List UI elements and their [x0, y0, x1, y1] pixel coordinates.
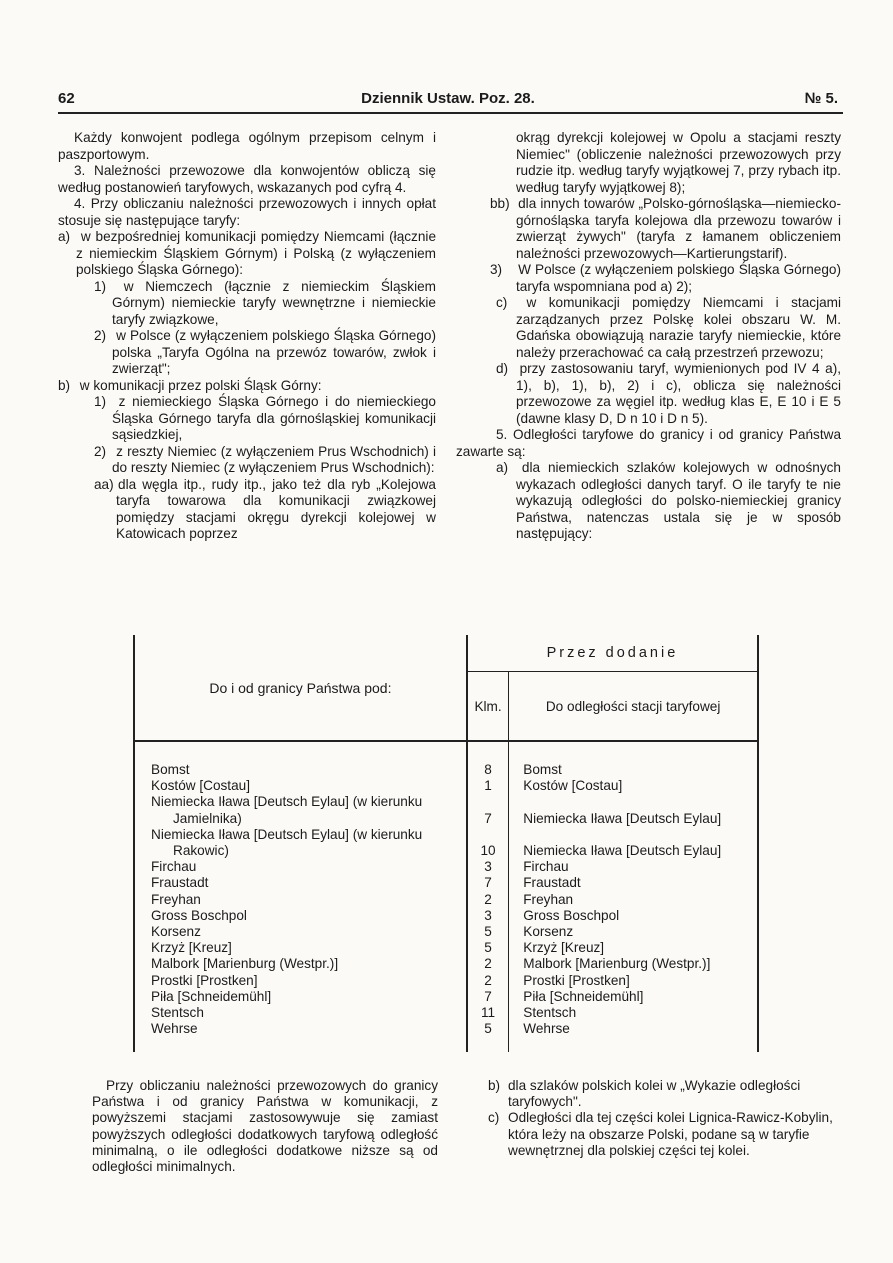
footer-note-left: [92, 1078, 438, 1175]
list-item: d) przy zastosowaniu taryf, wymienionych pod IV 4 a), 1), b), 1), b), 2) i c), oblicza się należności przewozowe za węgiel itp. według klas E, E 10 i E 5 (dawne klasy D, D n 10 i D n 5).: [496, 361, 841, 426]
station-value: Prostki [Prostken]: [523, 972, 630, 988]
klm-value: 5: [484, 924, 492, 939]
paragraph: okrąg dyrekcji kolejowej w Opolu a stacjami reszty Niemiec" (obliczenie należności przewozowych przy rudzie itp. według taryfy wyjątkowej 7, przy rybach itp. według taryfy wyjątkowej 8);: [516, 130, 841, 195]
station-value: Firchau: [523, 859, 569, 875]
klm-value: 2: [484, 956, 492, 972]
klm-value: 7: [484, 988, 492, 1004]
station-value: Malbork [Marienburg (Westpr.)]: [523, 956, 711, 972]
station-value: Piła [Schneidemühl]: [523, 988, 644, 1004]
klm-value: 3: [484, 907, 492, 923]
klm-value: 2: [484, 972, 492, 988]
distance-table: [133, 635, 759, 1052]
list-item: bb) dla innych towarów „Polsko-górnośląska—niemiecko-górnośląska taryfa kolejowa dla przewozu towarów i zwierząt żywych" (taryfa z łamanem obliczeniem należności przewozowych—Kartierungstarif).: [490, 196, 842, 261]
list-item: c) Odległości dla tej części kolei Lignica-Rawicz-Kobylin, która leży na obszarze Polski, podane są w taryfie wewnętrznej dla polskiej części tej kolei.: [488, 1110, 833, 1158]
table-column-stations: [509, 741, 758, 1052]
station-value: Gross Boschpol: [523, 907, 620, 923]
table-row: Firchau: [151, 859, 197, 875]
list-item: b) w komunikacji przez polski Śląsk Górny:: [58, 377, 322, 393]
klm-value: 3: [484, 859, 492, 875]
klm-value: 10: [480, 842, 496, 858]
list-item: aa) dla węgla itp., rudy itp., jako też dla ryb „Kolejowa taryfa towarowa dla komunikacji związkowej pomiędzy stacjami okręgu dyrekcji kolejowej w Katowicach poprzez: [94, 476, 436, 541]
klm-value: 5: [484, 1021, 492, 1037]
table-row: Kostów [Costau]: [151, 778, 250, 794]
klm-value: 8: [484, 762, 492, 777]
klm-value: 7: [484, 875, 492, 891]
list-item: 3) W Polsce (z wyłączeniem polskiego Śląska Górnego) taryfa wspomniana pod a) 2);: [490, 262, 842, 294]
list-item: 2) w Polsce (z wyłączeniem polskiego Śląska Górnego) polska „Taryfa Ogólna na przewóz towarów, zwłok i zwierząt";: [94, 328, 436, 376]
page-header: [58, 90, 838, 112]
table-header-station: Do odległości stacji taryfowej: [509, 672, 758, 742]
list-item: a) dla niemieckich szlaków kolejowych w odnośnych wykazach odległości danych taryf. O ile taryfy te nie wykazują odległości do polsko-niemieckiej granicy Państwa, natenczas ustala się je w sposób następujący:: [496, 460, 841, 541]
table-header-klm: Klm.: [467, 672, 509, 742]
table-row: Freyhan: [151, 891, 201, 907]
paragraph: Przy obliczaniu należności przewozowych do granicy Państwa i od granicy Państwa w komunikacji, z powyższemi stacjami zastosowywuje się zamiast powyższych odległości dodatkowych taryfową odległość minimalną, o ile odległości dodatkowe niższe są od odległości minimalnych.: [92, 1078, 438, 1175]
station-value: Bomst: [523, 762, 562, 777]
table-row: Gross Boschpol: [151, 907, 247, 923]
station-value: Korsenz: [523, 924, 574, 939]
left-column: [58, 130, 436, 543]
page-number: 62: [58, 90, 75, 107]
table-row: Fraustadt: [151, 875, 209, 891]
table-row: Piła [Schneidemühl]: [151, 988, 272, 1004]
list-item: c) w komunikacji pomiędzy Niemcami i stacjami zarządzanych przez Polskę kolei obszaru W. M. Gdańska obowiązują narazie taryfy niemieckie, które należy przerachować ca całą przestrzeń przewozu;: [496, 295, 841, 360]
footer-note-right: [488, 1078, 840, 1159]
station-value: Kostów [Costau]: [523, 778, 623, 794]
table-row: Korsenz: [151, 924, 201, 940]
right-column: [456, 130, 841, 543]
station-value: Krzyż [Kreuz]: [523, 940, 605, 956]
table-header-left: Do i od granicy Państwa pod:: [134, 635, 467, 741]
paragraph: 3. Należności przewozowe dla konwojentów obliczą się według postanowień taryfowych, wskazanych pod cyfrą 4.: [58, 163, 436, 195]
list-item: b) dla szlaków polskich kolei w „Wykazie odległości taryfowych".: [488, 1078, 801, 1110]
paragraph: 4. Przy obliczaniu należności przewozowych i innych opłat stosuje się następujące taryfy:: [58, 196, 436, 228]
journal-title: Dziennik Ustaw. Poz. 28.: [361, 90, 535, 107]
paragraph: 5. Odległości taryfowe do granicy i od granicy Państwa zawarte są:: [456, 427, 841, 459]
table-row: Niemiecka Iława [Deutsch Eylau] (w kierunku Jamielnika): [151, 794, 423, 826]
table-header-group: Przez dodanie: [467, 635, 758, 672]
list-item: 1) z niemieckiego Śląska Górnego i do niemieckiego Śląska Górnego taryfa dla górnośląskiej komunikacji sąsiedzkiej,: [94, 394, 436, 442]
list-item: a) w bezpośredniej komunikacji pomiędzy Niemcami (łącznie z niemieckim Śląskiem Górnym) i Polską (z wyłączeniem polskiego Śląska Górnego):: [58, 229, 436, 277]
klm-value: 5: [484, 940, 492, 956]
table-row: Bomst: [151, 762, 190, 777]
station-value: Stentsch: [523, 1005, 577, 1021]
paragraph: Każdy konwojent podlega ogólnym przepisom celnym i paszportowym.: [58, 130, 436, 162]
table-row: Prostki [Prostken]: [151, 972, 258, 988]
station-value: Wehrse: [523, 1021, 570, 1037]
table-column-klm: [467, 741, 509, 1052]
klm-value: 1: [484, 778, 492, 794]
table-row: Krzyż [Kreuz]: [151, 940, 232, 956]
station-value: Freyhan: [523, 891, 574, 907]
header-rule: [58, 112, 843, 114]
table-row: Niemiecka Iława [Deutsch Eylau] (w kierunku Rakowic): [151, 826, 423, 859]
table-row: Malbork [Marienburg (Westpr.)]: [151, 956, 339, 972]
issue-number: № 5.: [804, 90, 838, 107]
table-column-places: [134, 741, 467, 1052]
station-value: Niemiecka Iława [Deutsch Eylau]: [523, 842, 722, 858]
klm-value: 11: [480, 1005, 496, 1021]
list-item: 1) w Niemczech (łącznie z niemieckim Śląskiem Górnym) niemieckie taryfy wewnętrzne i niemieckie taryfy związkowe,: [94, 278, 436, 327]
klm-value: 7: [484, 810, 492, 826]
table-row: Wehrse: [151, 1021, 198, 1037]
station-value: Fraustadt: [523, 875, 581, 891]
klm-value: 2: [484, 891, 492, 907]
table-row: Stentsch: [151, 1005, 204, 1021]
station-value: Niemiecka Iława [Deutsch Eylau]: [523, 810, 722, 826]
list-item: 2) z reszty Niemiec (z wyłączeniem Prus Wschodnich) i do reszty Niemiec (z wyłączeniem Prus Wschodnich):: [94, 443, 437, 475]
